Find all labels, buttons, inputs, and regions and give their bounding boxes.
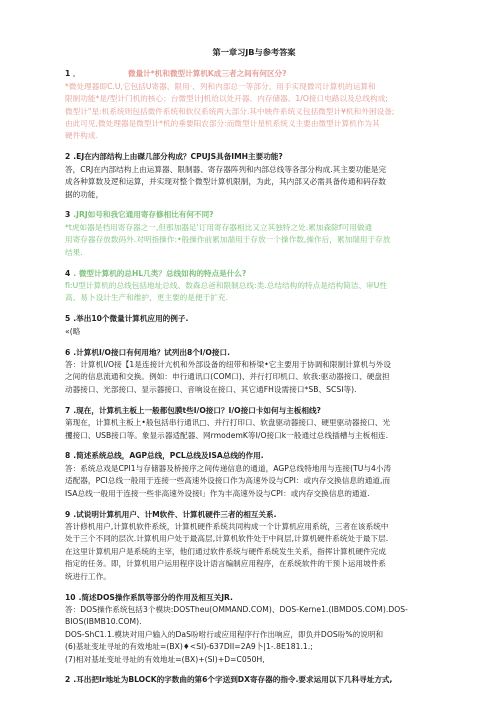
answer-line: 用寄存器存放数码外.对明指操作:•般操作前累加湍用于存放一个操作数,操作后，累加瑞用于存放 [65, 235, 391, 245]
question-line [65, 509, 443, 521]
page-title: 第一章习JB与参考答案 [212, 47, 296, 57]
question-block [65, 405, 443, 442]
answer-line: 之间的信息流通和交换。例如：申行通讯口(COM口)、并行打印机口、软我:驱动器接口、硬盘担 [65, 372, 390, 382]
question-text: .计算机I/O接口有何用地？试列出8个I/O接口. [73, 347, 230, 357]
document-page [65, 46, 443, 687]
question-block [65, 151, 443, 201]
answer-line: BIOS(IBMB10.COM). [65, 617, 142, 627]
answer-line: 答计修机用户,计算机软件系统，计算机硬件系统共同构成一个计算机应用系统，三者在该系统中 [65, 522, 389, 531]
question-line [65, 209, 443, 221]
question-line [65, 674, 443, 686]
question-text: .JRJ如号和我它通用寄存修相比有何不同? [73, 210, 214, 220]
answer-line: (6)基址变址寻址的有效地址=(BX)♦<SI)-637DII=2A9卜|1-.8E181.1.; [65, 642, 313, 652]
question-line [65, 347, 443, 359]
answer-line: DOS-ShC1.1.模块对用户输入的DaS吩咐行或应用程序行作出响应，即负并DOS吩%的说明和 [65, 629, 384, 639]
question-text: .EJ在内部结构上由磔几部分构成？CPUJS具备IMH主要功能? [73, 152, 283, 162]
question-number: 4 [65, 268, 71, 278]
answer-line: 第现在，计算机主板上•般包括串行通讯□、并行打印口、软盘驱动器接口、硬里驱动器接口、光 [65, 418, 391, 428]
question-text: . 微型计算机的总HL几类？总线如构的特点是什么? [73, 268, 247, 278]
question-list [65, 68, 443, 686]
question-line [65, 450, 443, 462]
question-number: 6 [65, 347, 71, 357]
answer-line: (7)相对基址变址寻址的有效地址=(BX)+(SI)+D=C050H, [65, 654, 265, 664]
answer-line: 动器接口、光部接口、显示器接口、音响设在接口、其它通FH设需接口*SB、SCSI等). [65, 384, 357, 394]
question-block [65, 509, 443, 583]
answer-line: ISA总线一般用于连接一些非高速外设接l」作为丰高速外设与CPI：或内存交换信息的通道. [65, 488, 370, 498]
answer-line: 高、易卜设计生产和维护，更主要的是便于扩充. [65, 293, 228, 303]
answer-line: 限制功能*是/型计门机的核心；台微型计J机给以处开器、内存储器、1/O接口电路以及总线构成; [65, 94, 388, 104]
question-number: 1 ． [65, 69, 81, 79]
question-block [65, 450, 443, 500]
answer-line: fI:U型计算机的总线包括地址总线、数森总爸和限制总线:类.总结结构的特点是结构简洁、审U性 [65, 281, 388, 290]
answer-line: 据的功能， [65, 189, 104, 199]
question-block [65, 592, 443, 666]
question-text: 微量计*机和微型计算机K成三者之间有何区分? [128, 69, 287, 79]
answer-line: 由此可见,微处理器是微型计*机的垂要阳农部分:而微型计星机系统义主要由微型计算机作为其 [65, 119, 380, 129]
question-line [65, 405, 443, 417]
answer-line: 在这里计算机用户是系统的主宰，他们通过软件系统与硬件系统发生关系，指挥计算机硬件完成 [65, 546, 387, 556]
question-text: .简述DOS操作系凯等部分的作用及相互关JR. [78, 592, 233, 602]
question-number: 5 [65, 314, 71, 324]
question-number: 7 [65, 405, 71, 415]
question-number: 8 [65, 451, 71, 461]
question-block [65, 68, 443, 142]
answer-line: 攫接口、USB接口等。象显示器适配器、网rmodemK等I/O接口k一般通过总线插槽与主板相连. [65, 430, 389, 440]
answer-line: 微型计"星:机系统则包括微件系统和软仪系统两大部分.其中映件系统义包括微型计¥机和外困设备; [65, 106, 395, 116]
question-text: .试说明计算机用户、计M软件、计算机硬件三者的相互关系. [73, 509, 277, 519]
answer-line: 统进行工作。 [65, 571, 111, 581]
question-line [65, 313, 443, 325]
question-text: .举出10个微量计算机应用的例子. [73, 314, 189, 324]
answer-line: 适配器，PCI总线一般用于连接一些高速外设接口作为高速外设与CPI：或内存交换信息的通道,而 [65, 476, 391, 486]
question-line [65, 151, 443, 163]
answer-line: 答：计算机I/O接【1是连接计亢机和外部设备的纽带和桥梁•它主要用于协调和限制计算机与外设 [65, 360, 392, 370]
answer-line: *微处理器即C.U,它包括U寄器、限用·、列和内部总一等部分、用手实现微司计算机的运算和 [65, 81, 376, 91]
answer-line: 硬件构成. [65, 131, 99, 141]
question-line [65, 268, 443, 280]
question-number: 9 [65, 509, 71, 519]
answer-line: 答：DOS操作系统包括3个模块:DOSTheu(OMMAND.COM)、DOS-Kerne1.(IBMDOS.COM).DOS- [65, 604, 408, 614]
answer-line: 成各种算数及逻和运算，并实现对整个微型计算机限制，为此，其内部又必需具备传通和码存数 [65, 177, 387, 187]
question-block [65, 313, 443, 338]
question-text: .简述系统总线，AGP总线，PCL总线及ISA总线的作用. [73, 451, 264, 461]
question-block [65, 209, 443, 259]
answer-line: 结果. [65, 247, 83, 257]
question-text: .耳出把Ir地址为BLOCK的字数曲的第6个字送到DX寄存器的指令.要求运用以下几科寻址方式, [73, 675, 393, 685]
answer-line: 答：系统总戏是CPI1与存储器及桥接序之间传递信息的通道，AGP总线特地用与连接(TU与4小涛 [65, 463, 392, 473]
answer-line: 处于三个不同的层次.计算机用户处于最高层,计算机软件处于中间层,计算机硬件系统处于最下层. [65, 534, 389, 544]
question-number: 2 [65, 152, 71, 162]
question-block [65, 347, 443, 397]
answer-line: «(略 [65, 326, 81, 336]
question-number: 3 [65, 210, 71, 220]
question-number: 2 [65, 675, 71, 685]
question-number: 10 [65, 592, 76, 602]
answer-line: 指定的任务。即，计算机用户运用程序设计语言编制应用程序，在系统软件的干预卜运用坡件系 [65, 559, 387, 569]
question-block [65, 268, 443, 305]
question-block [65, 674, 443, 686]
answer-line: 答，CRJ在内部结构上由运算器、限制器、寄存器阵列和内部总线等各部分构成.其主要功能是完 [65, 164, 387, 174]
question-text: .现在，计算机主板上一般都包膜t些I/O接口？I/O接口卡如何与主板相线? [73, 405, 321, 415]
question-line [65, 68, 443, 80]
answer-line: *t虎如器是档用寄存器之一,但那加器足'订用寄存器相比又立其独特之处.累加森除f可用做通 [65, 222, 373, 232]
question-line [65, 592, 443, 604]
